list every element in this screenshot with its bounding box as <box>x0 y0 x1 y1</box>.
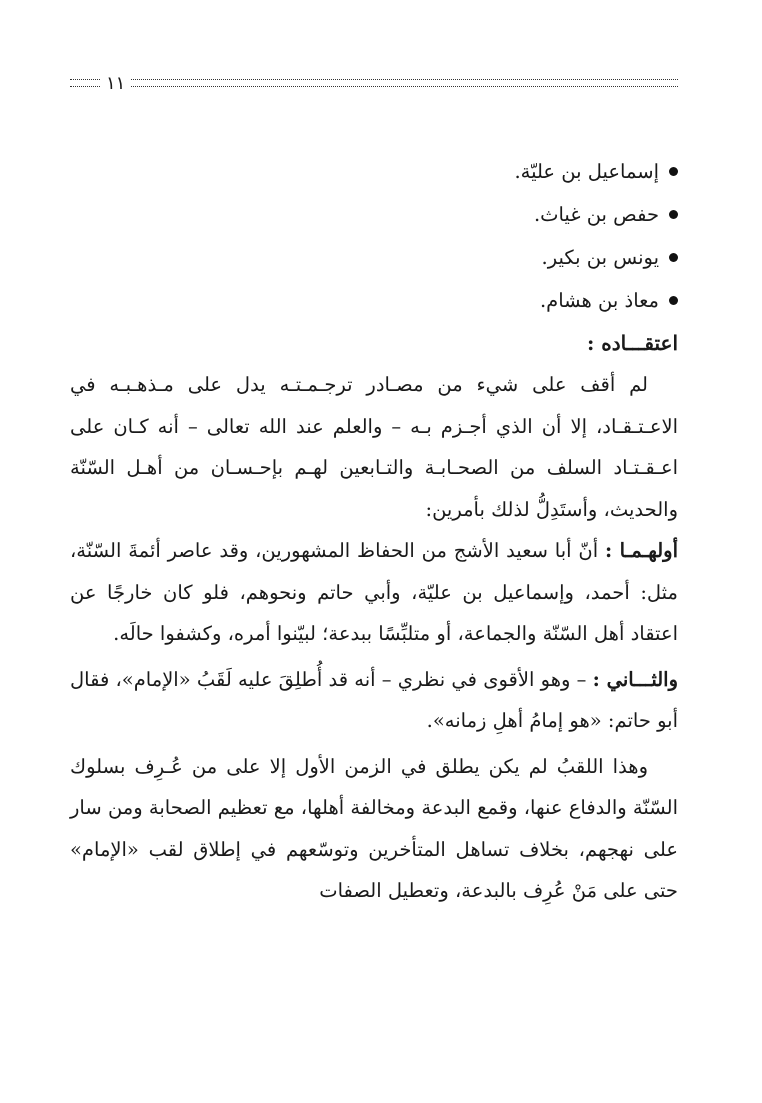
paragraph-second-reason <box>70 659 678 742</box>
bullet-icon <box>669 210 678 219</box>
bullet-icon <box>669 296 678 305</box>
list-item-text: معاذ بن هشام. <box>539 289 659 312</box>
second-reason-text: – وهو الأقوى في نظري – أنه قد أُطلِقَ عليه لَقَبُ «الإمام»، فقال أبو حاتم: «هو إمامُ أهلِ زمانه». <box>70 667 678 732</box>
bullet-icon <box>669 167 678 176</box>
second-reason-label: والثـــاني : <box>592 667 678 691</box>
list-item-text: إسماعيل بن عليّة. <box>514 160 659 183</box>
list-item-text: حفص بن غياث. <box>533 203 659 226</box>
section-heading: اعتقـــاده : <box>586 331 678 355</box>
first-reason-label: أولهـمـا : <box>604 539 678 562</box>
narrator-list <box>70 150 678 322</box>
header-rule-left <box>70 79 100 87</box>
header-rule-right <box>131 79 678 87</box>
list-item <box>70 150 678 193</box>
page-body <box>70 150 678 912</box>
paragraph-first-reason <box>70 530 678 655</box>
list-item-text: يونس بن بكير. <box>541 246 659 269</box>
paragraph-title-usage: وهذا اللقبُ لم يكن يطلق في الزمن الأول إلا على من عُـرِف بسلوك السّنّة والدفاع عنها، وقمع البدعة ومخالفة أهلها، مع تعظيم الصحابة ومن سار على نهجهم، بخلاف تساهل المتأخرين وتوسّعهم في إطلاق لقب «الإمام» حتى على مَنْ عُرِف بالبدعة، وتعطيل الصفات <box>70 754 678 902</box>
page-header <box>70 72 678 94</box>
list-item <box>70 236 678 279</box>
list-item <box>70 279 678 322</box>
bullet-icon <box>669 253 678 262</box>
page-number: ١١ <box>106 72 126 94</box>
first-reason-text: أنّ أبا سعيد الأشج من الحفاظ المشهورين، وقد عاصر أئمةَ السّنّة، مثل: أحمد، وإسماعيل بن عليّة، وأبي حاتم ونحوهم، فلو كان خارجًا عن اعتقاد أهل السّنّة والجماعة، أو متلبِّسًا ببدعة؛ لبيّنوا أمره، وكشفوا حالَه. <box>70 539 678 645</box>
list-item <box>70 193 678 236</box>
paragraph-intro: لم أقف على شيء من مصـادر ترجـمـتـه يدل على مـذهـبـه في الاعـتـقـاد، إلا أن الذي أجـزم بـه – والعلم عند الله تعالى – أنه كـان على اعـقـتـاد السلف من الصحـابـة والتـابعين لهـم بإحـسـان من أهـل السّنّة والحديث، وأستَدِلُّ لذلك بأمرين: <box>70 373 678 521</box>
